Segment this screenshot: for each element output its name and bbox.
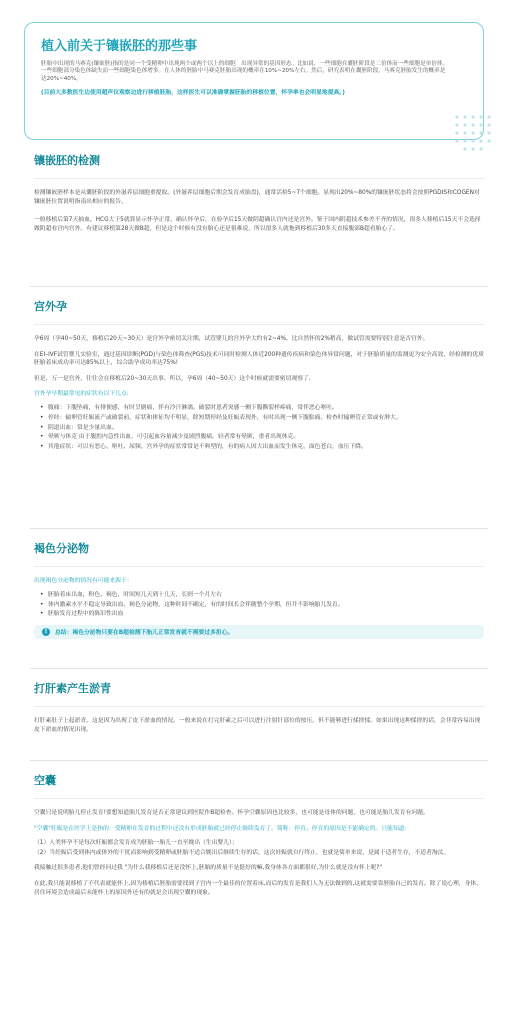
list-item: • 其他症状：可以有恶心、呕吐、尿频。宫外孕的症状常常是不典型的，有的病人因大出血而发生休克，面色苍白，血压下降。 [40, 443, 484, 452]
summary-text: 总结：褐色分泌物只要在B超检测下胎儿正常发育就不需要过多担心。 [55, 630, 234, 637]
paragraph: 但是，万一是宫外，往往会在移植后20~30天出事、所以，孕6周（40~50天）这个时候就需要密切观察了. [34, 375, 311, 382]
title-divider [34, 798, 484, 799]
section-divider [30, 760, 488, 761]
section-divider [30, 286, 488, 287]
paragraph: 在此,我只能说移植了不代表就能怀上,因为移植后胚胎需要找到子宫内一个最佳的位置着床,而后的发育是我们人为无法做到的,这就需要靠胚胎自己的发育。除了说心理，身体、居住环境会造成最后未能怀上的原因外还有的就是会出现空囊的现象。 [34, 880, 482, 896]
section-brown-discharge [34, 542, 484, 639]
section-divider [30, 528, 488, 529]
intro-paragraph-3: 达20%~40%。 [41, 75, 82, 82]
section-ectopic [34, 300, 484, 457]
list-item: • 腹痛：下腹坠痛，有排便感，有时呈剧痛，伴有冷汗淋漓。破裂时患者突感一侧下腹撕裂样疼痛，常伴恶心呕吐。 [40, 404, 484, 413]
section-title: 宫外孕 [34, 300, 67, 313]
title-divider [34, 178, 484, 179]
list-item: • 体内激素水平不稳定导致出血、褐色分泌物，这种时间不确定，有的时间长会伴随整个孕期，但并不影响胎儿发育。 [40, 601, 484, 610]
paragraph: 我接触过很多患者,他们曾经问过我 "为什么我移植后还是没怀上,胚胎的质量不是挺好的嘛,我身体各方面都很好,为什么就是没有怀上呢?" [34, 865, 383, 872]
paragraph: 孕6周（孕40~50天，移植后20天~30天）是宫外孕密切关注期，试管婴儿的宫外孕大约有2~4%，比自然怀的2%稍高，做试管需要特别注意是否宫外。 [34, 336, 429, 342]
section-empty-sac [34, 774, 484, 904]
paragraph: （2）当妊娠后受到体内或体外的干扰而影响到受精卵或胚胎不适合娩出后继续生存的话，这次妊娠就自行终止，也就是简单来说，是属于适者生存，不适者淘汰。 [34, 849, 450, 856]
list-item: • 晕厥与休克 由于腹腔内急性出血，可引起血容量减少及剧烈腹痛，轻者常有晕厥，重者出现休克。 [40, 433, 484, 442]
decorative-dots-icon [452, 112, 498, 158]
list-item: • 胚胎发育过程中的陈旧性出血 [40, 610, 484, 619]
list-item: • 胚胎着床出血，粉色、褐色，时间短几天到十几天，长则一个月左右 [40, 591, 484, 600]
intro-title: 植入前关于镶嵌胚的那些事 [41, 39, 198, 54]
title-divider [34, 324, 484, 325]
title-divider [34, 566, 484, 567]
list-item: • 停经：输卵管妊娠流产或破裂前，症状和体征均不明显，除短期停经及妊娠表现外，有时出现一侧下腹胀痛。检查时输卵管正常或有肿大。 [40, 414, 484, 423]
intro-paragraph-1: 胚胎中出现的马赛克(镶嵌胚)指的是同一个受精卵中出现两个或两个以上的细胞 出现异常的基因形态。比如说，一些细胞在囊胚阶段是二倍体而一些细胞是单倍体。 [41, 61, 449, 67]
section-heparin [34, 682, 484, 741]
intro-paragraph-2: 一些细胞部分染色体缺失而一些细胞染色体增多。在人体的胚胎中马赛克胚胎出现的概率在10%~20%左右。然后，研究表明在囊胚阶段，马赛克胚胎发生的概率是 [41, 68, 446, 75]
paragraph: 一般移植后第7天抽血，HCG大于5就算显示怀孕正常，确认怀孕后，在验孕后15天做阴超确认宫内还是宫外。鉴于国内阴超技术参差不齐的情况，很多人移植后15天不会选择做阴超看宫内宫外。有建议移植第28天做B超，但是这个时候有没有胎心还是很难说，所以很多人就拖到移植后30多天直接腹部B超看胎心了。 [34, 217, 481, 232]
summary-note [34, 625, 484, 639]
paragraph: 打肝素肚子上起淤青，这是因为出现了皮下淤血的情况。一般来说在打完肝素之后可以进行注射针部位的按压，但不能够进行揉搓揉。如果出现这种揉搓的话，会非常容易出现皮下淤血的情况出现。 [34, 718, 481, 733]
cause-list [34, 591, 484, 619]
info-icon: ! [42, 628, 50, 636]
title-divider [34, 706, 484, 707]
section-title: 打肝素产生淤青 [34, 682, 111, 695]
section-divider [30, 668, 488, 669]
subtitle: 出现褐色分泌物的情况有可能来源于： [34, 578, 133, 584]
section-title: 褐色分泌物 [34, 542, 89, 555]
section-title: 镶嵌胚的检测 [34, 154, 100, 167]
symptoms-title: 宫外孕早期最常见的症状有以下几点: [34, 391, 129, 398]
section-title: 空囊 [34, 774, 56, 787]
highlight-paragraph: "空囊"妊娠是在医学上是指的：受精卵在发育的过程中还没有形成胚胎就已经停止继续发育了。简称：停育。停育的原因是不能确定的。只能知道： [34, 825, 411, 832]
intro-card [24, 22, 484, 140]
paragraph: 在EI–IVF试管婴儿实验室，通过基因诊断(PGD)与染色体筛查(PGS)技术可同时检测人体近200种遗传疾病和染色体异常问题，对于胚胎质量的监测更为安全高效，经检测的优质胚胎着床成功率可达85%以上，综合助孕成功率达75%! [34, 351, 484, 367]
list-item: • 阴道出血：常是少量出血。 [40, 424, 484, 433]
paragraph: 检测镶嵌胚样本是从囊胚阶段的外滋养层细胞重提取。(外滋养层细胞后期会发育成胎盘)，通常活检5~7个细胞。显现出20%~80%的镶嵌胚状态将会按照PGDIS和COGEN对镶嵌胚位置说明指南出相应的报告。 [34, 190, 480, 205]
section-detection [34, 154, 484, 240]
paragraph: （1）人类怀孕不是每次妊娠都会发育成为胚胎一胎儿一直至娩出（生出婴儿）； [34, 840, 238, 847]
paragraph: 空囊只是说明胎儿停止发育!要想知道胎儿发育是否正常建议到医院作B超检查。怀孕空囊原因也比较多，也可能是母体的问题，也可能是胎儿发育有问题。 [34, 810, 429, 816]
symptom-list [34, 404, 484, 451]
intro-note: (目前大多数医生边使用超声仪观察边进行移植胚胎，这样医生可以准确掌握胚胎的移植位置，怀孕率也会明显地提高。) [41, 90, 345, 97]
